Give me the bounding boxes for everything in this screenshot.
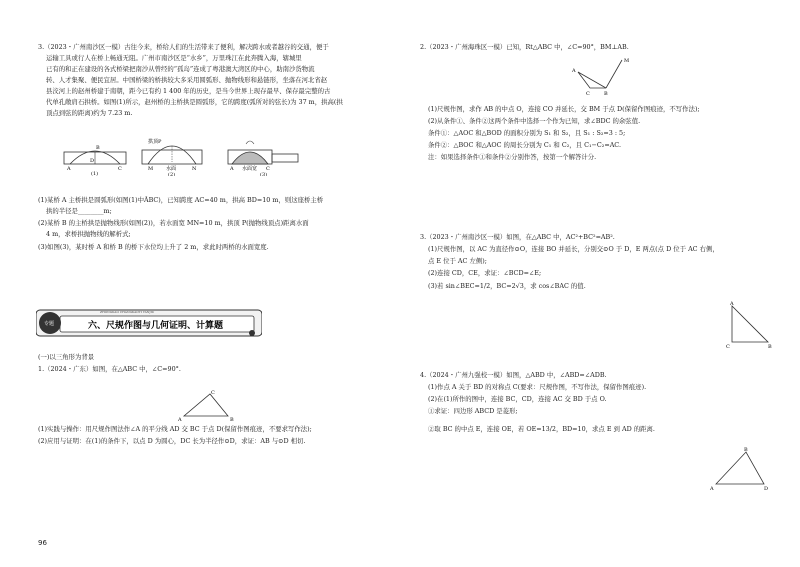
r-q4-line-4: ①求证：四边形 ABCD 是菱形; (428, 407, 518, 415)
q2-fig-label-a: A (572, 68, 576, 74)
q3-text-line-2: 运输工具或行人在桥上畅通无阻。广州市南沙区是“水乡”，万里珠江在此奔腾入海，辖城里 (46, 54, 302, 62)
q3-fig-label-c: C (726, 344, 730, 350)
fig1-label-d: D (90, 158, 95, 164)
fig3-label-water-width: 水面宽 (242, 166, 258, 172)
section-badge: 专题 (44, 321, 55, 327)
r-q4-line-1: 4.（2024・广州九强校一模）如图，△ABD 中，∠ABD=∠ADB. (420, 371, 607, 379)
q4-fig-label-a: A (710, 486, 714, 492)
r-q4-line-5: ②取 BC 的中点 E，连接 OE，若 OE=13/2，BD=10，求点 E 到 AD 的距离. (428, 425, 655, 433)
q1-line-2: (1)实践与操作：用尺规作图法作∠A 的平分线 AD 交 BC 于点 D(保留作图痕迹，不要求写作法); (38, 425, 312, 433)
r-q2-line-6: 注：如果选择条件①和条件②分别作答，按第一个解答计分. (428, 153, 597, 161)
q3-fig-label-b: B (768, 344, 772, 350)
q2-fig-label-c: C (586, 91, 590, 97)
r-q3-line-3: 点 E 位于 AC 左侧); (428, 257, 487, 265)
q4-triangle-figure (706, 446, 776, 492)
r-q2-line-2: (1)尺规作图，求作 AB 的中点 O，连接 CO 并延长，交 BM 于点 D(保留作图痕迹，不写作法); (428, 105, 700, 113)
q2-figure (564, 56, 636, 98)
q3-sub1-line-2: 拱的半径是________m; (46, 207, 112, 215)
r-q4-line-3: (2)在(1)所作的图中，连接 BC，CD，连接 AC 交 BD 于点 O. (428, 395, 607, 403)
q4-fig-label-b: B (744, 447, 748, 453)
fig2-label-water: 水面 (166, 166, 177, 172)
fig3-label-a: A (230, 166, 234, 172)
r-q2-line-5: 条件②：△BOC 和△AOC 的周长分别为 C₁ 和 C₂，且 C₁−C₂=AC. (428, 141, 621, 149)
fig1-label-c: C (118, 166, 122, 172)
q3-text-line-6: 代单孔敞肩石拱桥。如图(1)所示，赵州桥的主桥拱是圆弧形，它的跨度(弧所对的弦长)为 37 m，拱高(拱 (46, 98, 343, 106)
bridge-figure-3 (226, 134, 302, 176)
r-q3-line-5: (3)若 sin∠BEC=1/2，BC=2√3，求 cos∠BAC 的值. (428, 282, 586, 290)
q2-fig-label-b: B (604, 91, 608, 97)
fig2-label-p: 拱顶P (148, 139, 162, 145)
q3-right-triangle-figure (722, 300, 778, 352)
section-title: 六、尺规作图与几何证明、计算题 (88, 321, 224, 331)
q4-fig-label-d: D (764, 486, 769, 492)
q3-text-line-1: 3.（2023・广州南沙区一模）古往今来，桥给人们的生活带来了便利，解决跨水或者越谷的交通，便于 (38, 43, 329, 51)
q3-sub2-line-2: 4 m，求桥拱抛物线的解析式; (46, 230, 131, 238)
fig2-label-n: N (192, 166, 197, 172)
q1-fig-label-b: B (230, 417, 234, 423)
fig3-caption: (3) (260, 172, 268, 176)
page-number: 96 (38, 539, 47, 547)
q1-line-3: (2)应用与证明：在(1)的条件下，以点 D 为圆心，DC 长为半径作⊙D，求证：AB 与⊙D 相切. (38, 437, 306, 445)
q3-text-line-4: 转、人才集聚、便民宜居。中国桥梁的桥拱较大多采用圆弧形、抛物线形和悬链形，坐落在河北省赵 (46, 76, 328, 84)
r-q3-line-2: (1)尺规作图，以 AC 为直径作⊙O，连接 BO 并延长，分别交⊙O 于 D，E 两点(点 D 位于 AC 右侧， (428, 245, 719, 253)
q3-text-line-3: 已有的和正在建设的各式桥梁把南沙从曾经的“孤岛”连成了粤港澳大湾区的中心，助南沙货物流 (46, 65, 315, 73)
fig2-caption: (2) (168, 172, 176, 176)
q3-sub1-line-1: (1)某桥 A 主桥拱是圆弧形(如图(1)中ÂBC)，已知跨度 AC=40 m，拱高 BD=10 m，则这座桥主桥 (38, 196, 324, 204)
q3-text-line-7: 顶点到弦的距离)约为 7.23 m. (46, 109, 133, 117)
fig3-label-c: C (266, 166, 270, 172)
q1-triangle-figure (178, 390, 244, 424)
q3-sub3-line: (3)如图(3)，某时桥 A 和桥 B 的桥下水位均上升了 2 m，求此时两桥的水面宽度. (38, 243, 269, 251)
bridge-figure-1 (62, 136, 128, 176)
q1-line-1: 1.（2024・广东）如图，在△ABC 中，∠C=90°. (38, 365, 181, 373)
section-en-label: ZHONGKAO CHANGKAOTI YANJIU (100, 310, 155, 314)
r-q2-line-4: 条件①：△AOC 和△BOD 的面积分别为 S₁ 和 S₂，且 S₁ : S₂=3 : 5; (428, 129, 626, 137)
r-q2-line-3: (2)从条件①、条件②这两个条件中选择一个作为已知，求∠BDC 的余弦值. (428, 117, 641, 125)
bridge-figure-2 (140, 134, 204, 176)
r-q3-line-4: (2)连接 CD，CE，求证：∠BCD=∠E; (428, 269, 542, 277)
fig1-label-a: A (67, 166, 71, 172)
fig2-label-m: M (148, 166, 154, 172)
q1-fig-label-c: C (211, 390, 215, 396)
section-banner (36, 306, 262, 340)
q2-fig-label-m: M (624, 58, 630, 64)
q1-fig-label-a: A (178, 417, 182, 423)
q3-fig-label-a: A (730, 301, 734, 307)
fig1-caption: (1) (91, 171, 99, 176)
r-q3-line-1: 3.（2023・广州南沙区一模）如图，在△ABC 中，AC²+BC²=AB². (420, 233, 615, 241)
sub-section-heading: (一)以三角形为背景 (38, 353, 95, 361)
q3-text-line-5: 县洨河上的赵州桥建于南朝，距今已有约 1 400 年的历史，是当今世界上现存最早、保存最完整的古 (46, 87, 331, 95)
r-q2-line-1: 2.（2023・广州海珠区一模）已知，Rt△ABC 中，∠C=90°，BM⊥AB. (420, 43, 629, 51)
q3-sub2-line-1: (2)某桥 B 的主桥拱是抛物线形(如图(2))，若水面宽 MN=10 m，拱顶 P(抛物线顶点)距离水面 (38, 219, 309, 227)
r-q4-line-2: (1)作点 A 关于 BD 的对称点 C(要求：尺规作图，不写作法，保留作图痕迹). (428, 383, 647, 391)
fig1-label-b: B (96, 145, 100, 151)
